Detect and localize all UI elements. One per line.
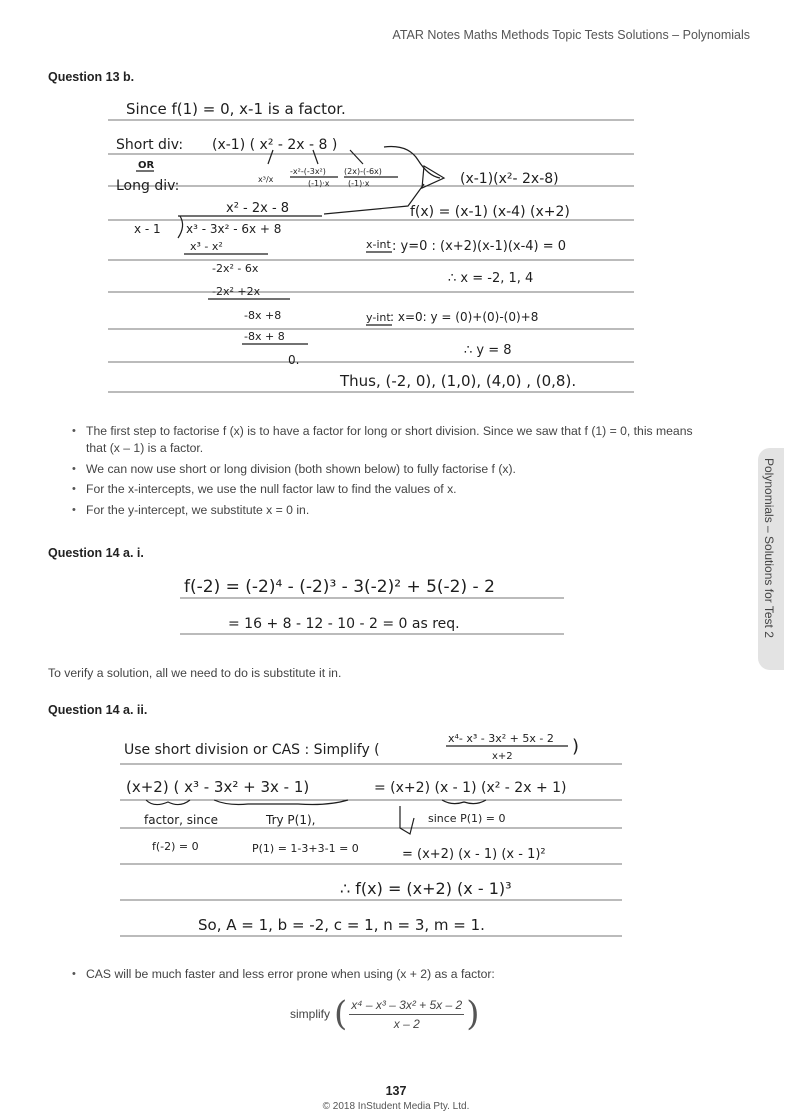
simplify-formula <box>290 994 479 1034</box>
hw-yint-sol: ∴ y = 8 <box>464 343 512 358</box>
hw-close-paren: ) <box>572 736 580 757</box>
hw-note-2b: (-1)·x <box>308 179 330 188</box>
question-14aii-title: Question 14 a. ii. <box>48 703 148 717</box>
hw-14ai-line1: f(-2) = (-2)⁴ - (-2)³ - 3(-2)² + 5(-2) - 2 <box>184 577 495 597</box>
note-bullet-2: • We can now use short or long division (both shown below) to fully factorise f (x). <box>72 461 712 478</box>
hw-factor-since: factor, since <box>144 813 218 827</box>
copyright: © 2018 InStudent Media Pty. Ltd. <box>322 1101 470 1112</box>
hw-step3: -2x² +2x <box>212 285 261 298</box>
formula-left-paren: ( <box>334 994 348 1034</box>
question-13b-title: Question 13 b. <box>48 70 135 84</box>
hw-fx: f(x) = (x-1) (x-4) (x+2) <box>410 204 570 220</box>
handwritten-solution-13b <box>108 92 638 396</box>
hw-xint-sol: ∴ x = -2, 1, 4 <box>448 271 534 286</box>
hw-yint-eq: : x=0: y = (0)+(0)-(0)+8 <box>390 310 539 324</box>
hw-14ai-line2: = 16 + 8 - 12 - 10 - 2 = 0 as req. <box>228 616 460 632</box>
hw-note-2: -x²-(-3x²) <box>290 167 326 176</box>
hw-short-label: Short div: <box>116 137 184 153</box>
note-bullet-3: • For the x-intercepts, we use the null factor law to find the values of x. <box>72 481 712 498</box>
hw-result: (x-1)(x²- 2x-8) <box>460 171 559 187</box>
hw-p1: P(1) = 1-3+3-1 = 0 <box>252 842 359 855</box>
running-header: ATAR Notes Maths Methods Topic Tests Solutions – Polynomials <box>392 28 750 42</box>
hw-note-3b: (-1)·x <box>348 179 370 188</box>
hw-long-label: Long div: <box>116 178 180 194</box>
chapter-side-tab <box>758 448 784 670</box>
hw-13b-line1: Since f(1) = 0, x-1 is a factor. <box>126 100 346 118</box>
hw-step6: 0. <box>288 353 300 367</box>
formula-right-paren: ) <box>466 994 480 1034</box>
hw-try: Try P(1), <box>266 813 316 827</box>
q13b-notes <box>72 423 712 522</box>
hw-step1: x³ - x² <box>190 240 223 253</box>
hw-yint-label: y-int <box>366 311 391 324</box>
hw-14aii-line1: Use short division or CAS : Simplify ( <box>124 742 380 758</box>
q14aii-notes <box>72 966 712 987</box>
hw-14aii-l6: So, A = 1, b = -2, c = 1, n = 3, m = 1. <box>198 916 485 934</box>
hw-frac-num: x⁴- x³ - 3x² + 5x - 2 <box>448 732 554 745</box>
hw-xint-label: x-int <box>366 238 391 251</box>
side-tab-label: Polynomials – Solutions for Test 2 <box>762 458 776 638</box>
formula-denominator: x – 2 <box>393 1016 420 1031</box>
hw-note-3: (2x)-(-6x) <box>344 167 382 176</box>
hw-or: OR <box>138 160 155 171</box>
hw-note-1: x³/x <box>258 175 274 184</box>
formula-fraction <box>349 998 464 1031</box>
hw-frac-den: x+2 <box>492 751 513 762</box>
hw-14aii-l4: = (x+2) (x - 1) (x - 1)² <box>402 847 546 862</box>
hw-quotient: x² - 2x - 8 <box>226 201 290 216</box>
page-number: 137 <box>385 1084 407 1098</box>
hw-short-expr: (x-1) ( x² - 2x - 8 ) <box>212 137 338 153</box>
hw-divisor: x - 1 <box>134 222 161 236</box>
hw-dividend: x³ - 3x² - 6x + 8 <box>186 222 282 236</box>
handwritten-solution-14ai <box>178 566 568 640</box>
hw-since-p1: since P(1) = 0 <box>428 812 506 825</box>
hw-14aii-l5: ∴ f(x) = (x+2) (x - 1)³ <box>340 879 512 898</box>
question-14ai-title: Question 14 a. i. <box>48 546 144 560</box>
hw-14aii-line2a: (x+2) ( x³ - 3x² + 3x - 1) <box>126 778 310 796</box>
formula-numerator: x⁴ – x³ – 3x² + 5x – 2 <box>349 998 464 1015</box>
cas-bullet: • CAS will be much faster and less error prone when using (x + 2) as a factor: <box>72 966 712 983</box>
hw-step5: -8x + 8 <box>244 330 285 343</box>
note-bullet-4: • For the y-intercept, we substitute x = 0 in. <box>72 502 712 519</box>
handwritten-solution-14aii <box>118 724 626 942</box>
formula-function: simplify <box>290 1007 331 1021</box>
hw-step4: -8x +8 <box>244 309 282 322</box>
hw-fm2: f(-2) = 0 <box>152 840 199 853</box>
verify-paragraph: To verify a solution, all we need to do is substitute it in. <box>48 666 342 680</box>
hw-thus: Thus, (-2, 0), (1,0), (4,0) , (0,8). <box>340 372 577 390</box>
note-bullet-1: • The first step to factorise f (x) is to have a factor for long or short division. Since we saw that f (1) = 0, this means that (x – 1) is a factor. <box>72 423 712 457</box>
hw-14aii-line2b: = (x+2) (x - 1) (x² - 2x + 1) <box>374 780 567 796</box>
hw-xint-eq: : y=0 : (x+2)(x-1)(x-4) = 0 <box>392 239 567 254</box>
hw-step2: -2x² - 6x <box>212 262 259 275</box>
